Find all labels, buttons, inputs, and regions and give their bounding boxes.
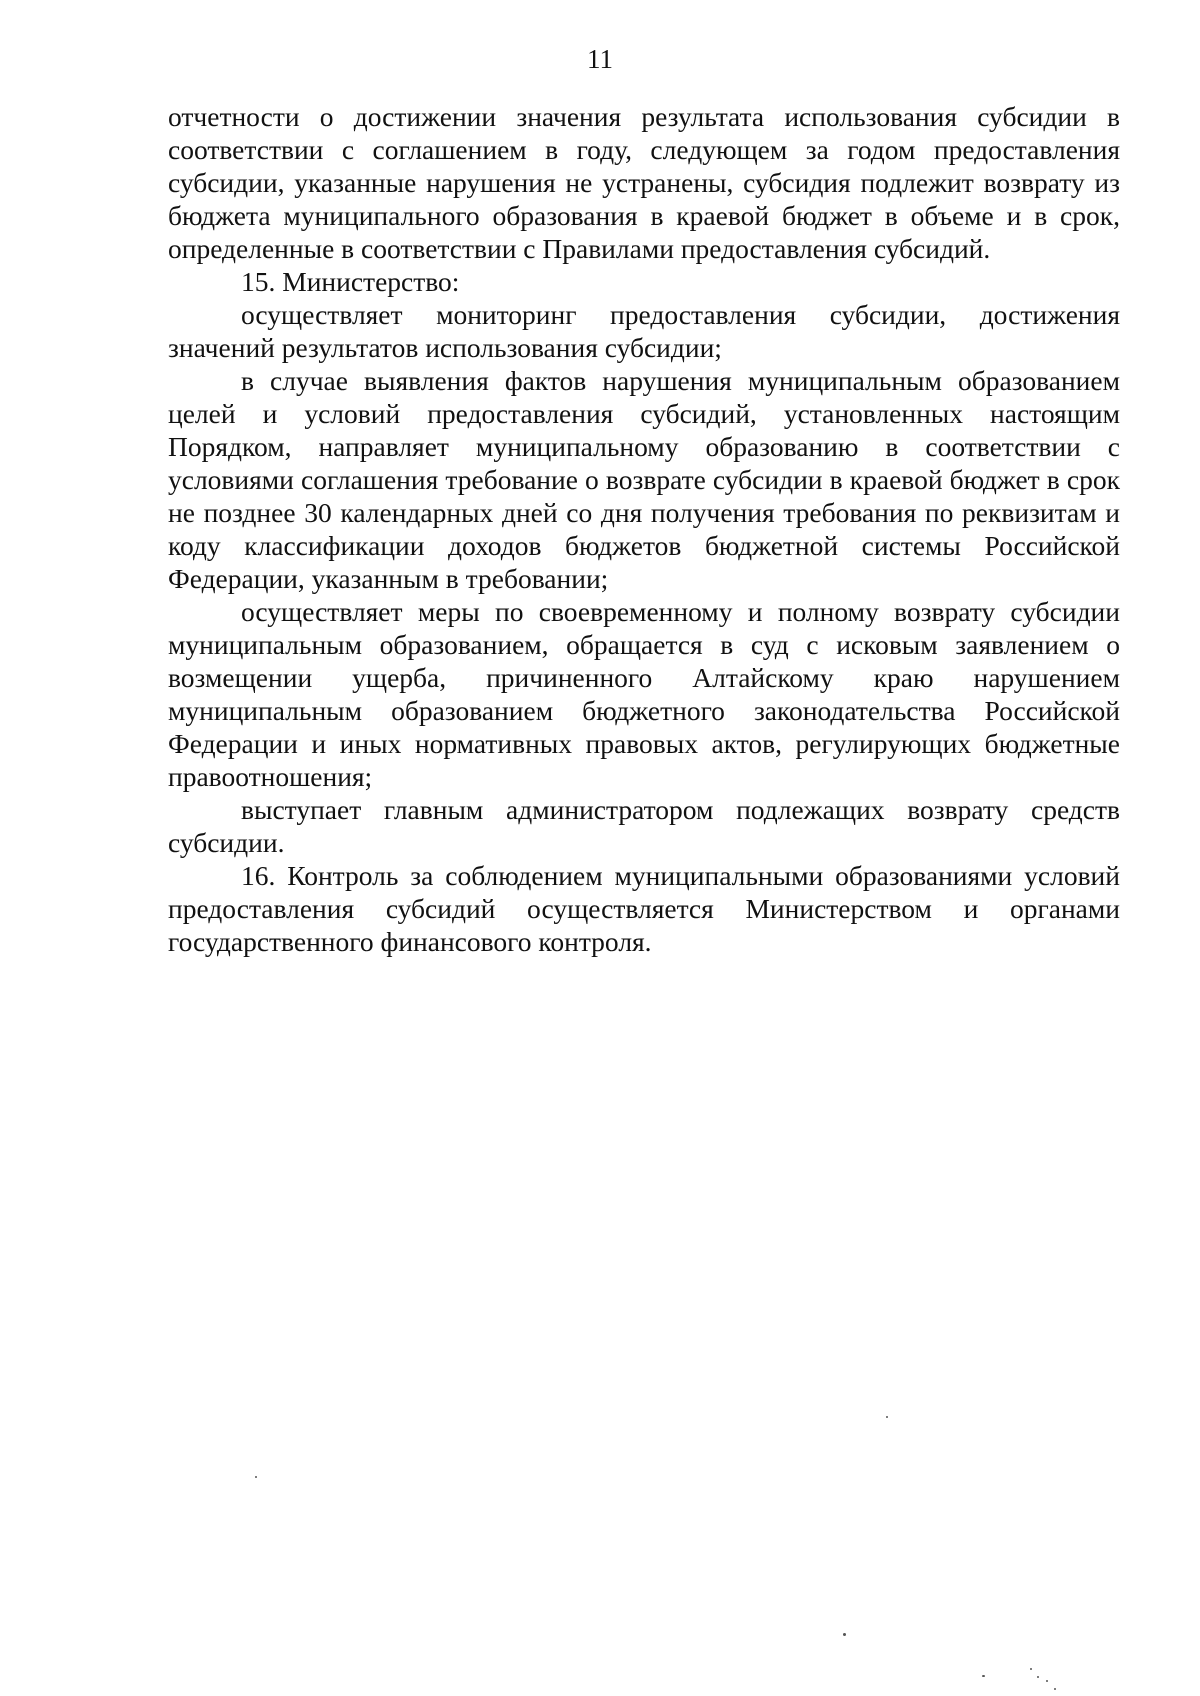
- paragraph-administrator: выступает главным администратором подлежащих возврату средств субсидии.: [168, 794, 1120, 858]
- scan-speck: [1046, 1680, 1048, 1682]
- scan-speck: [1054, 1688, 1056, 1690]
- scan-speck: [1030, 1668, 1032, 1670]
- paragraph-continued: отчетности о достижении значения результата использования субсидии в соответствии с соглашением в году, следующем за годом предоставления субсидии, указанные нарушения не устранены, субсидия подлежит возврату из бюджета муниципального образования в краевой бюджет в объеме и в срок, определенные в соответствии с Правилами предоставления субсидий.: [168, 101, 1120, 264]
- paragraph-violations: в случае выявления фактов нарушения муниципальным образованием целей и условий предоставления субсидий, установленных настоящим Порядком, направляет муниципальному образованию в соответствии с условиями соглашения требование о возврате субсидии в краевой бюджет в срок не позднее 30 календарных дней со дня получения требования по реквизитам и коду классификации доходов бюджетов бюджетной системы Российской Федерации, указанным в требовании;: [168, 365, 1120, 594]
- page-number: 11: [587, 44, 613, 74]
- scan-speck: [886, 1416, 888, 1418]
- paragraph-item-15: 15. Министерство:: [241, 266, 460, 297]
- scan-speck: [255, 1476, 257, 1478]
- paragraph-monitoring: осуществляет мониторинг предоставления субсидии, достижения значений результатов использования субсидии;: [168, 299, 1120, 363]
- document-body: [168, 100, 1120, 958]
- scan-speck: [982, 1675, 985, 1677]
- scan-speck: [843, 1633, 846, 1636]
- paragraph-recovery-measures: осуществляет меры по своевременному и полному возврату субсидии муниципальным образованием, обращается в суд с исковым заявлением о возмещении ущерба, причиненного Алтайскому краю нарушением муниципальным образованием бюджетного законодательства Российской Федерации и иных нормативных правовых актов, регулирующих бюджетные правоотношения;: [168, 596, 1120, 792]
- paragraph-item-16: 16. Контроль за соблюдением муниципальными образованиями условий предоставления субсидий осуществляется Министерством и органами государственного финансового контроля.: [168, 860, 1120, 957]
- scan-speck: [1037, 1676, 1039, 1678]
